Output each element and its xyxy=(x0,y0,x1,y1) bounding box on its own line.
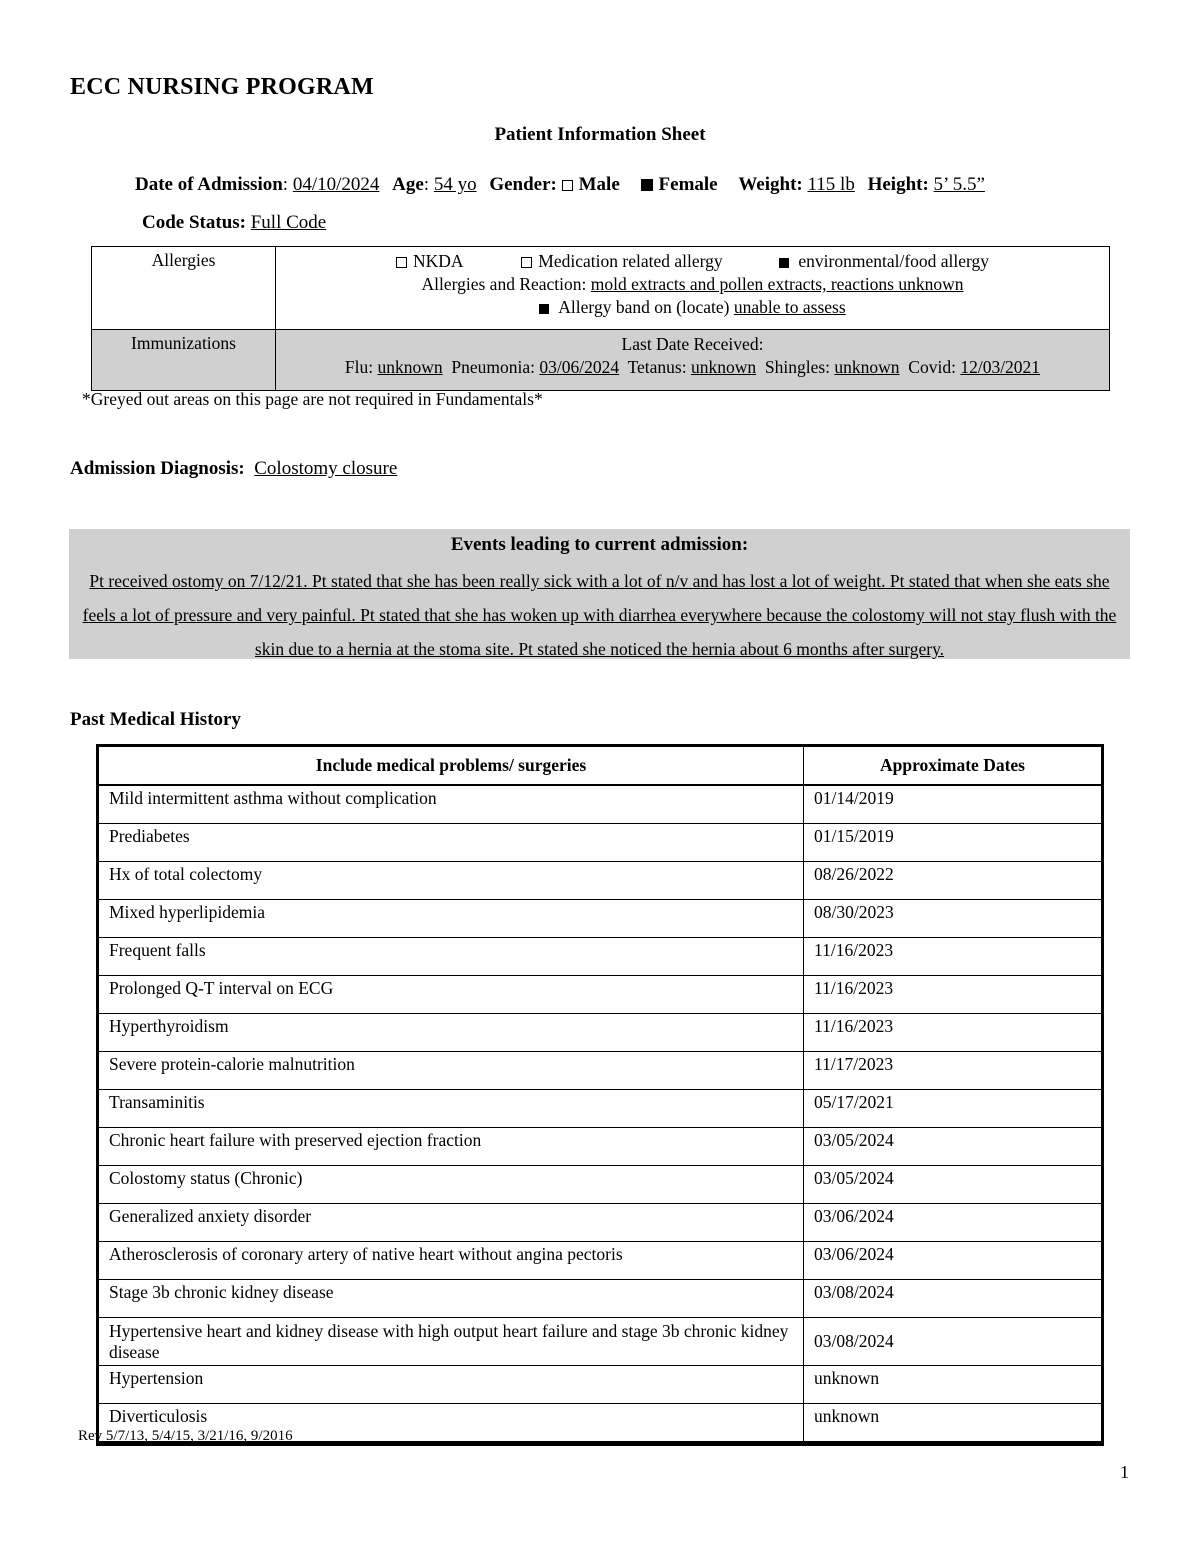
pmh-problem[interactable]: Colostomy status (Chronic) xyxy=(99,1166,804,1204)
pmh-date[interactable]: 03/05/2024 xyxy=(804,1128,1102,1166)
weight-label: Weight: xyxy=(738,174,803,195)
admission-date-label: Date of Admission xyxy=(135,174,283,195)
pmh-date[interactable]: 01/15/2019 xyxy=(804,824,1102,862)
gender-female-checkbox[interactable] xyxy=(641,179,653,191)
pmh-date[interactable]: unknown xyxy=(804,1366,1102,1404)
last-date-label: Last Date Received: xyxy=(621,334,764,354)
pmh-date[interactable]: 11/16/2023 xyxy=(804,976,1102,1014)
shingles-value[interactable]: unknown xyxy=(834,357,900,377)
pmh-problem[interactable]: Hx of total colectomy xyxy=(99,862,804,900)
height-label: Height: xyxy=(867,174,929,195)
env-food-allergy-label: environmental/food allergy xyxy=(798,251,990,271)
pmh-date[interactable]: 03/05/2024 xyxy=(804,1166,1102,1204)
page-number: 1 xyxy=(1120,1462,1129,1482)
pmh-row xyxy=(99,1280,1102,1318)
program-title: ECC NURSING PROGRAM xyxy=(70,74,374,100)
pmh-problem[interactable]: Generalized anxiety disorder xyxy=(99,1204,804,1242)
reaction-label: Allergies and Reaction: xyxy=(421,274,587,294)
events-title: Events leading to current admission: xyxy=(450,534,749,555)
pmh-body xyxy=(99,785,1102,1442)
pmh-col-date: Approximate Dates xyxy=(804,747,1102,786)
allergy-band-checkbox[interactable] xyxy=(539,304,549,314)
allergy-immunization-table xyxy=(91,246,1110,391)
flu-value[interactable]: unknown xyxy=(377,357,443,377)
pmh-col-problem: Include medical problems/ surgeries xyxy=(99,747,804,786)
code-status-label: Code Status: xyxy=(142,212,246,233)
pmh-header-row xyxy=(99,747,1102,786)
pmh-date[interactable]: 03/06/2024 xyxy=(804,1242,1102,1280)
immunization-row xyxy=(92,330,1110,391)
pmh-date[interactable]: 08/30/2023 xyxy=(804,900,1102,938)
nkda-checkbox[interactable] xyxy=(396,257,407,268)
admission-line: Date of Admission: 04/10/2024 Age: 54 yo Gender: Male Female Weight: 115 lb Height: 5’ 5.5” xyxy=(135,174,985,195)
pmh-row xyxy=(99,1128,1102,1166)
pmh-problem[interactable]: Prediabetes xyxy=(99,824,804,862)
medication-allergy-checkbox[interactable] xyxy=(521,257,532,268)
pmh-row xyxy=(99,824,1102,862)
pmh-problem[interactable]: Chronic heart failure with preserved ejection fraction xyxy=(99,1128,804,1166)
gender-male-checkbox[interactable] xyxy=(562,180,573,191)
pmh-problem[interactable]: Mild intermittent asthma without complication xyxy=(99,785,804,824)
pmh-table-frame xyxy=(96,744,1104,1446)
diagnosis-value[interactable]: Colostomy closure xyxy=(254,458,398,479)
pneumonia-value[interactable]: 03/06/2024 xyxy=(539,357,620,377)
admission-date-value[interactable]: 04/10/2024 xyxy=(292,174,380,195)
allergy-row xyxy=(92,247,1110,330)
pneumonia-label: Pneumonia: xyxy=(451,357,536,377)
pmh-date[interactable]: 11/17/2023 xyxy=(804,1052,1102,1090)
pmh-date[interactable]: 08/26/2022 xyxy=(804,862,1102,900)
covid-label: Covid: xyxy=(908,357,956,377)
pmh-row xyxy=(99,1366,1102,1404)
covid-value[interactable]: 12/03/2021 xyxy=(960,357,1041,377)
shingles-label: Shingles: xyxy=(764,357,831,377)
pmh-row xyxy=(99,1242,1102,1280)
gender-label: Gender: xyxy=(489,174,557,195)
revision-note: Rev 5/7/13, 5/4/15, 3/21/16, 9/2016 xyxy=(78,1428,293,1444)
pmh-row xyxy=(99,900,1102,938)
admission-diagnosis xyxy=(70,458,397,480)
pmh-problem[interactable]: Diverticulosis xyxy=(99,1404,804,1442)
pmh-row xyxy=(99,938,1102,976)
events-block xyxy=(69,529,1130,659)
height-value[interactable]: 5’ 5.5” xyxy=(933,174,985,195)
age-value[interactable]: 54 yo xyxy=(433,174,477,195)
pmh-date[interactable]: 05/17/2021 xyxy=(804,1090,1102,1128)
pmh-row xyxy=(99,1014,1102,1052)
pmh-problem[interactable]: Hypertension xyxy=(99,1366,804,1404)
code-status-value[interactable]: Full Code xyxy=(250,212,327,233)
pmh-date[interactable]: 11/16/2023 xyxy=(804,938,1102,976)
pmh-problem[interactable]: Prolonged Q-T interval on ECG xyxy=(99,976,804,1014)
gender-male-label: Male xyxy=(578,174,620,195)
immunizations-label: Immunizations xyxy=(92,330,276,391)
code-status-line xyxy=(142,212,326,234)
pmh-problem[interactable]: Hyperthyroidism xyxy=(99,1014,804,1052)
pmh-row xyxy=(99,1166,1102,1204)
pmh-date[interactable]: 03/06/2024 xyxy=(804,1204,1102,1242)
allergy-band-label: Allergy band on (locate) xyxy=(558,297,730,317)
pmh-problem[interactable]: Stage 3b chronic kidney disease xyxy=(99,1280,804,1318)
pmh-row xyxy=(99,785,1102,824)
medication-allergy-label: Medication related allergy xyxy=(538,251,723,271)
allergy-band-value[interactable]: unable to assess xyxy=(733,297,846,317)
pmh-date[interactable]: 03/08/2024 xyxy=(804,1280,1102,1318)
allergies-cell xyxy=(276,247,1110,330)
pmh-row xyxy=(99,862,1102,900)
sheet-title: Patient Information Sheet xyxy=(494,124,706,145)
pmh-row xyxy=(99,1052,1102,1090)
immunizations-cell xyxy=(276,330,1110,391)
tetanus-value[interactable]: unknown xyxy=(690,357,757,377)
pmh-row xyxy=(99,1204,1102,1242)
pmh-title: Past Medical History xyxy=(70,709,241,730)
pmh-row xyxy=(99,1090,1102,1128)
weight-value[interactable]: 115 lb xyxy=(807,174,855,195)
pmh-row xyxy=(99,976,1102,1014)
pmh-problem[interactable]: Mixed hyperlipidemia xyxy=(99,900,804,938)
nkda-label: NKDA xyxy=(412,251,463,271)
pmh-problem[interactable]: Severe protein-calorie malnutrition xyxy=(99,1052,804,1090)
pmh-problem[interactable]: Transaminitis xyxy=(99,1090,804,1128)
flu-label: Flu: xyxy=(344,357,374,377)
gender-female-label: Female xyxy=(658,174,718,195)
diagnosis-label: Admission Diagnosis: xyxy=(70,458,245,479)
allergies-label: Allergies xyxy=(92,247,276,330)
pmh-date[interactable]: 01/14/2019 xyxy=(804,785,1102,824)
tetanus-label: Tetanus: xyxy=(627,357,687,377)
env-food-allergy-checkbox[interactable] xyxy=(779,258,789,268)
pmh-date[interactable]: unknown xyxy=(804,1404,1102,1442)
pmh-date[interactable]: 03/08/2024 xyxy=(804,1318,1102,1366)
pmh-date[interactable]: 11/16/2023 xyxy=(804,1014,1102,1052)
pmh-row xyxy=(99,1318,1102,1366)
age-label: Age xyxy=(392,174,424,195)
events-text[interactable]: Pt received ostomy on 7/12/21. Pt stated that she has been really sick with a lot of n/v and has lost a lot of weight. Pt stated that when she eats she feels a lot of pressure and very painful. Pt stated that she has woken up with diarrhea everywhere because the colostomy will not stay flush with the skin due to a hernia at the stoma site. Pt stated she noticed the hernia about 6 months after surgery. xyxy=(82,571,1117,659)
pmh-problem[interactable]: Atherosclerosis of coronary artery of native heart without angina pectoris xyxy=(99,1242,804,1280)
pmh-table xyxy=(98,746,1102,1442)
pmh-problem[interactable]: Hypertensive heart and kidney disease with high output heart failure and stage 3b chronic kidney disease xyxy=(99,1318,804,1366)
greyed-note: *Greyed out areas on this page are not required in Fundamentals* xyxy=(82,389,543,409)
pmh-problem[interactable]: Frequent falls xyxy=(99,938,804,976)
reaction-value[interactable]: mold extracts and pollen extracts, reactions unknown xyxy=(590,274,964,294)
